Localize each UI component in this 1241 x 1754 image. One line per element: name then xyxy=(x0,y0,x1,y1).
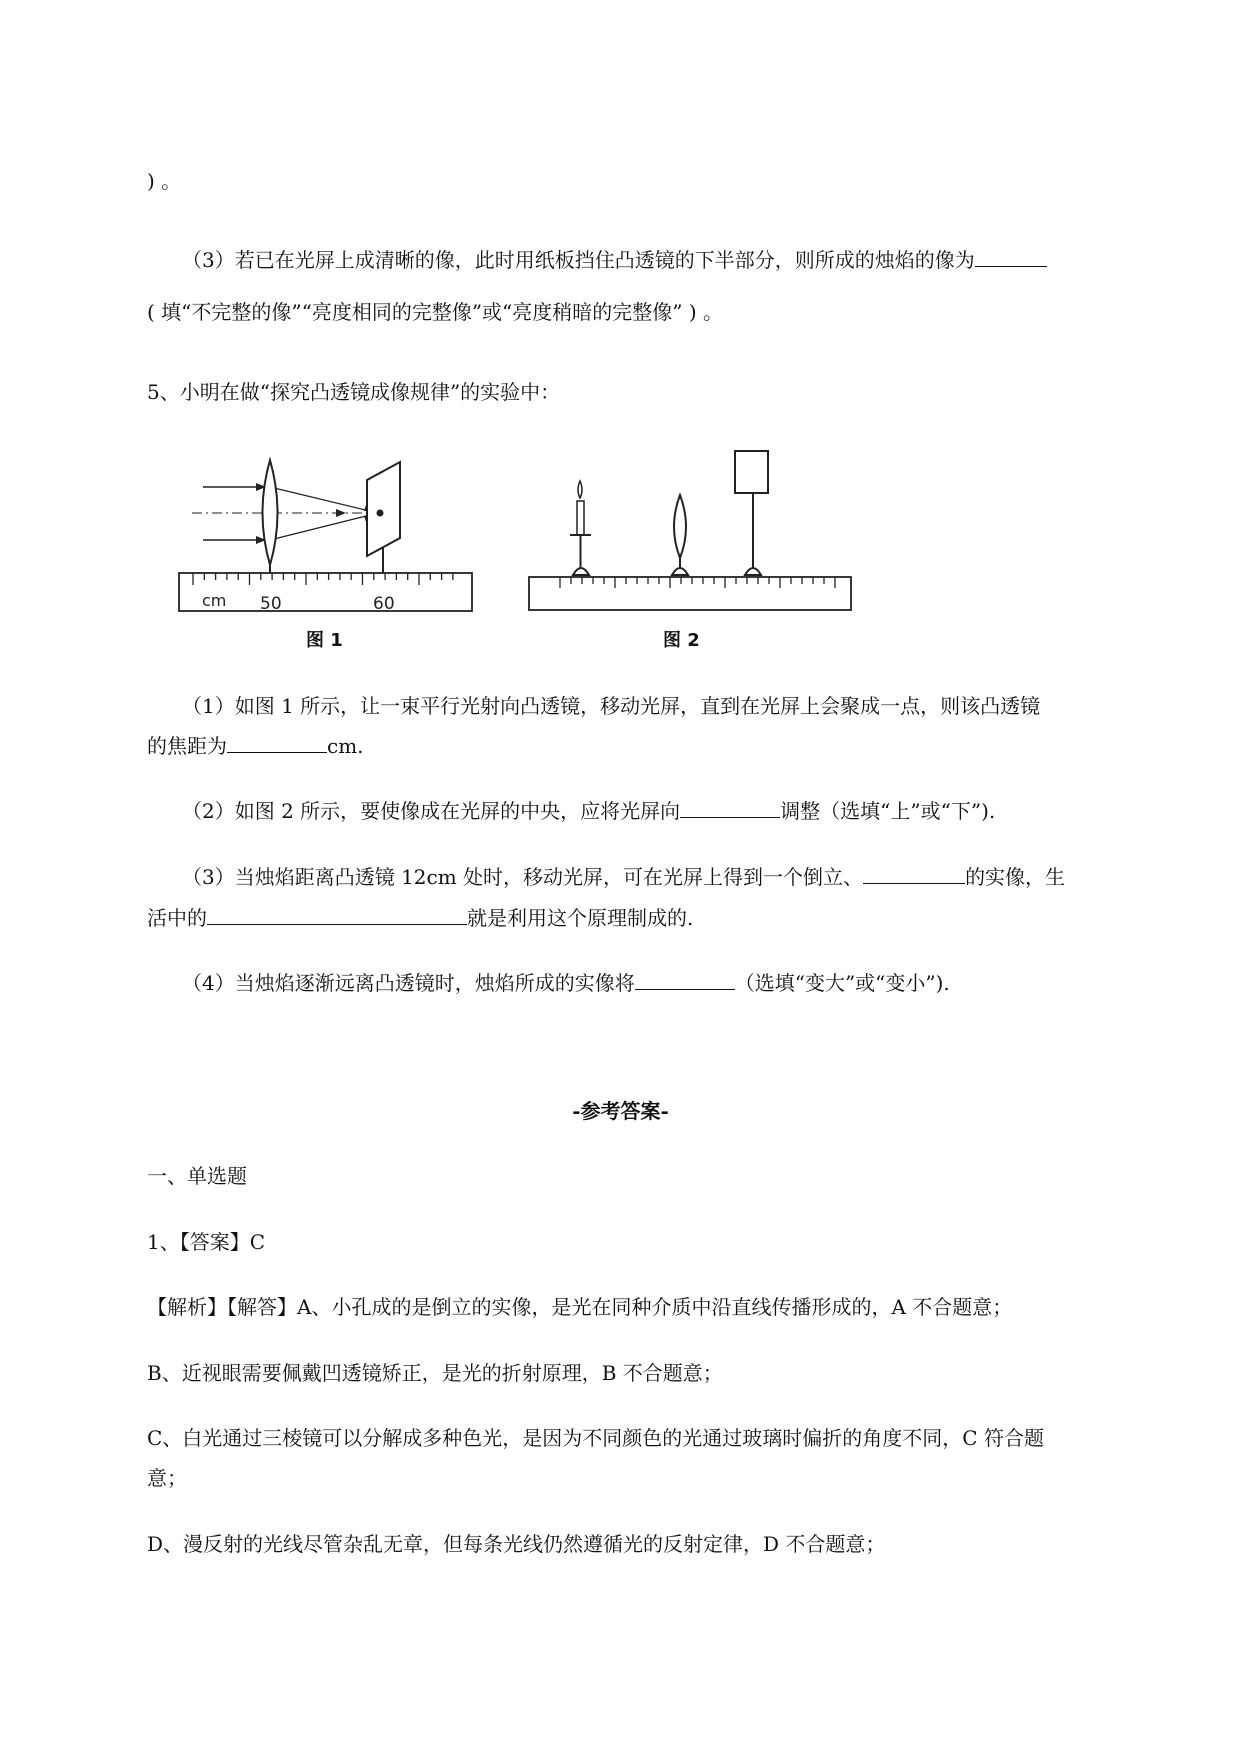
figure-1-caption: 图 1 xyxy=(306,630,343,651)
axis-arrow xyxy=(336,509,346,517)
converging-ray xyxy=(270,513,378,540)
explanation-d: D、漫反射的光线尽管杂乱无章，但每条光线仍然遵循光的反射定律，D 不合题意； xyxy=(147,1532,886,1556)
text-line: ( 填“不完整的像”“亮度相同的完整像”或“亮度稍暗的完整像” ) 。 xyxy=(147,300,724,324)
sub-question-4 xyxy=(182,969,950,997)
text-span: 就是利用这个原理制成的. xyxy=(467,906,694,930)
text-span: 活中的 xyxy=(147,906,207,930)
answer-blank[interactable] xyxy=(635,969,735,990)
focus-point xyxy=(377,510,384,517)
text-line: ) 。 xyxy=(147,169,182,193)
candle-holder xyxy=(573,568,589,575)
explanation-c: C、白光通过三棱镜可以分解成多种色光，是因为不同颜色的光通过玻璃时偏折的角度不同，C 符合题 xyxy=(147,1426,1044,1450)
answer-blank[interactable] xyxy=(863,863,965,884)
convex-lens xyxy=(674,495,686,558)
text-span: cm. xyxy=(327,734,364,758)
figure-1-diagram xyxy=(170,450,480,620)
question-5-title: 5、小明在做“探究凸透镜成像规律”的实验中： xyxy=(147,380,561,404)
sub-question-1: （1）如图 1 所示，让一束平行光射向凸透镜，移动光屏，直到在光屏上会聚成一点，则该凸透镜 xyxy=(182,694,1041,718)
screen-holder xyxy=(745,568,761,575)
text-span: 的实像，生 xyxy=(965,865,1066,889)
unit-label: cm xyxy=(202,591,227,610)
text-span: （4）当烛焰逐渐远离凸透镜时，烛焰所成的实像将 xyxy=(182,971,635,995)
text-span: （3）当烛焰距离凸透镜 12cm 处时，移动光屏，可在光屏上得到一个倒立、 xyxy=(182,865,864,889)
text-span: （2）如图 2 所示，要使像成在光屏的中央，应将光屏向 xyxy=(182,799,681,823)
answer-1: 1、【答案】C xyxy=(147,1230,266,1254)
tick-label-50: 50 xyxy=(260,594,282,614)
text-span: （3）若已在光屏上成清晰的像，此时用纸板挡住凸透镜的下半部分，则所成的烛焰的像为 xyxy=(182,248,975,272)
light-screen xyxy=(367,462,400,556)
optical-bench-ruler xyxy=(529,577,851,610)
candle-body xyxy=(577,501,584,535)
question-3-text xyxy=(182,246,1047,274)
text-span: （选填“变大”或“变小”). xyxy=(734,971,950,995)
sub-question-3 xyxy=(182,863,1065,891)
sub-question-3-cont xyxy=(147,904,693,932)
text-span: 的焦距为 xyxy=(147,734,227,758)
lens-holder xyxy=(672,568,688,575)
light-screen xyxy=(735,451,768,493)
tick-label-60: 60 xyxy=(373,594,395,614)
sub-question-2 xyxy=(182,797,995,825)
explanation-b: B、近视眼需要佩戴凹透镜矫正，是光的折射原理，B 不合题意； xyxy=(147,1361,723,1385)
sub-question-1-cont xyxy=(147,732,364,760)
section-heading: 一、单选题 xyxy=(147,1164,247,1188)
answer-blank[interactable] xyxy=(207,904,467,925)
answer-blank[interactable] xyxy=(680,797,780,818)
answer-blank[interactable] xyxy=(227,732,327,753)
figure-2-caption: 图 2 xyxy=(663,630,700,651)
answer-section-title: -参考答案- xyxy=(572,1099,669,1123)
explanation-a: 【解析】【解答】A、小孔成的是倒立的实像，是光在同种介质中沿直线传播形成的，A 不合题意； xyxy=(147,1295,1013,1319)
answer-blank[interactable] xyxy=(975,246,1047,267)
converging-ray xyxy=(270,487,378,513)
candle-flame xyxy=(578,481,582,498)
explanation-c-cont: 意； xyxy=(147,1466,187,1490)
figure-2-diagram xyxy=(525,445,855,615)
text-span: 调整（选填“上”或“下”). xyxy=(780,799,996,823)
convex-lens xyxy=(263,460,278,565)
